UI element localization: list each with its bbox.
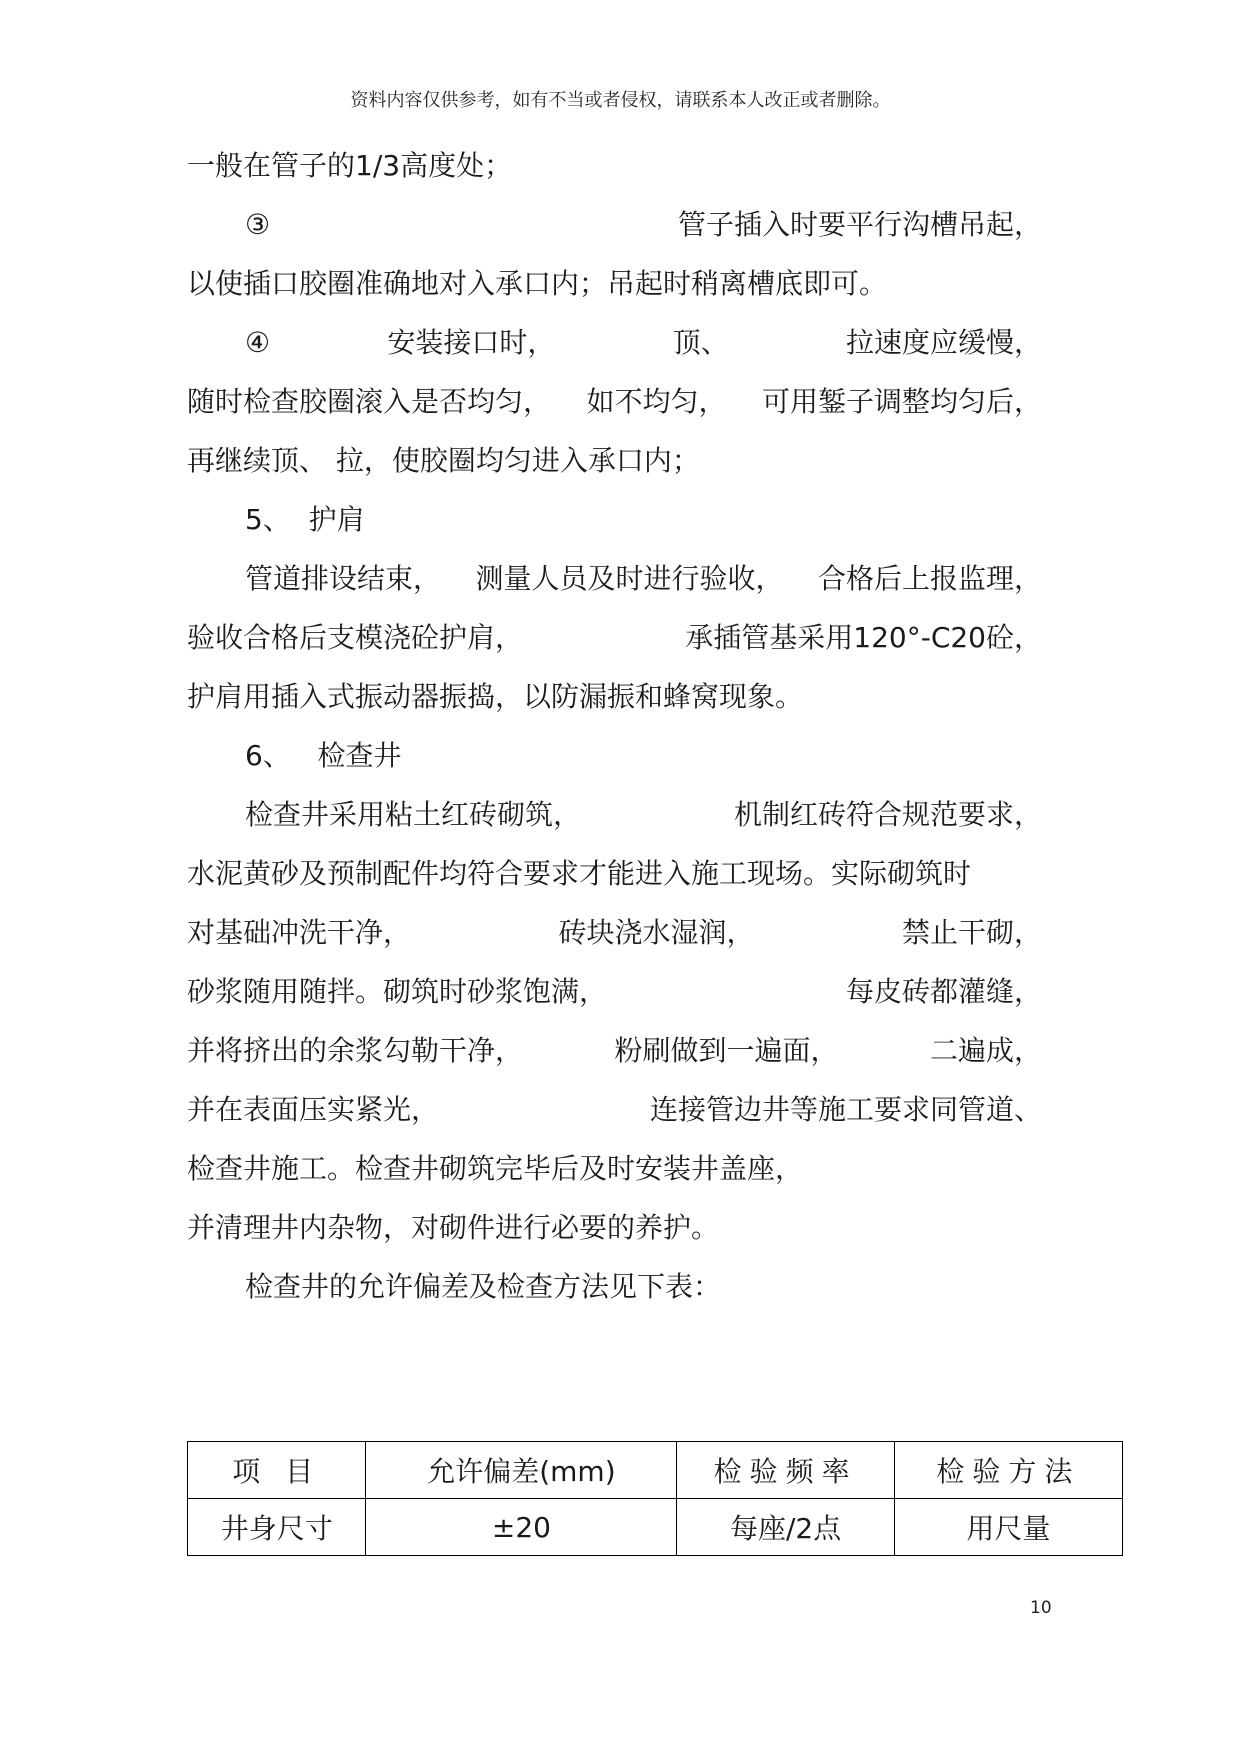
text-segment: 二遍成，	[929, 1034, 1042, 1067]
text-line: 以使插口胶圈准确地对入承口内；吊起时稍离槽底即可。	[187, 267, 888, 300]
table-header-row	[188, 1442, 1123, 1499]
text-segment: 顶、	[672, 326, 729, 359]
text-segment: 验收合格后支模浇砼护肩，	[187, 621, 524, 654]
text-line	[245, 323, 1042, 363]
text-line: 检查井的允许偏差及检查方法见下表：	[245, 1270, 722, 1303]
text-line: 检查井施工。检查井砌筑完毕后及时安装井盖座，	[187, 1152, 804, 1185]
text-segment: 测量人员及时进行验收，	[475, 562, 784, 595]
text-line	[187, 1031, 1042, 1071]
text-segment: 每皮砖都灌缝，	[845, 975, 1042, 1008]
text-line	[245, 795, 1042, 835]
text-segment: 对基础冲洗干净，	[187, 916, 412, 949]
text-line	[245, 205, 1042, 245]
page-header: 资料内容仅供参考，如有不当或者侵权，请联系本人改正或者删除。	[350, 90, 891, 111]
text-segment: 合格后上报监理，	[817, 562, 1042, 595]
text-line	[187, 1090, 1042, 1130]
text-line	[187, 913, 1042, 953]
circled-number: ③	[245, 208, 271, 241]
text-line	[245, 559, 1042, 599]
table-header-cell: 检验方法	[894, 1442, 1122, 1499]
table-cell: ±20	[366, 1499, 677, 1556]
text-segment: 拉速度应缓慢，	[845, 326, 1042, 359]
section-heading: 5、 护肩	[245, 503, 365, 536]
text-line: 并清理井内杂物，对砌件进行必要的养护。	[187, 1211, 720, 1244]
text-line	[187, 972, 1042, 1012]
text-segment: 可用錾子调整均匀后，	[761, 385, 1042, 418]
table-header-cell: 项 目	[188, 1442, 366, 1499]
text-line: 护肩用插入式振动器振捣，以防漏振和蜂窝现象。	[187, 680, 804, 713]
text-segment: 安装接口时，	[387, 326, 556, 359]
text-segment: 砂浆随用随拌。砌筑时砂浆饱满，	[187, 975, 608, 1008]
table-header-cell: 检验频率	[677, 1442, 894, 1499]
text-segment: 如不均匀，	[586, 385, 727, 418]
table-cell: 用尺量	[894, 1499, 1122, 1556]
text-segment: 并将挤出的余浆勾勒干净，	[187, 1034, 524, 1067]
text-line: 再继续顶、 拉，使胶圈均匀进入承口内；	[187, 444, 700, 477]
deviation-table	[187, 1441, 1123, 1556]
text-segment: 管道排设结束，	[245, 562, 442, 595]
text-segment: 随时检查胶圈滚入是否均匀，	[187, 385, 552, 418]
text-segment: 连接管边井等施工要求同管道、	[649, 1093, 1042, 1126]
text-segment: 检查井采用粘土红砖砌筑，	[245, 798, 582, 831]
text-segment: 承插管基采用120°-C20砼，	[685, 621, 1042, 654]
text-line	[187, 382, 1042, 422]
circled-number: ④	[245, 326, 271, 359]
table-cell: 每座/2点	[677, 1499, 894, 1556]
text-segment: 禁止干砌，	[901, 916, 1042, 949]
table-header-cell: 允许偏差(mm)	[366, 1442, 677, 1499]
table-row	[188, 1499, 1123, 1556]
text-segment: 并在表面压实紧光，	[187, 1093, 440, 1126]
text-segment: 砖块浇水湿润，	[558, 916, 755, 949]
text-segment: 管子插入时要平行沟槽吊起，	[677, 208, 1042, 241]
text-line: 水泥黄砂及预制配件均符合要求才能进入施工现场。实际砌筑时	[187, 857, 972, 890]
text-line	[187, 618, 1042, 658]
text-segment: 粉刷做到一遍面，	[614, 1034, 839, 1067]
text-line: 一般在管子的1/3高度处；	[187, 149, 513, 182]
text-segment: 机制红砖符合规范要求，	[733, 798, 1042, 831]
page-number: 10	[1030, 1598, 1052, 1618]
table-cell: 井身尺寸	[188, 1499, 366, 1556]
section-heading: 6、 检查井	[245, 739, 402, 772]
